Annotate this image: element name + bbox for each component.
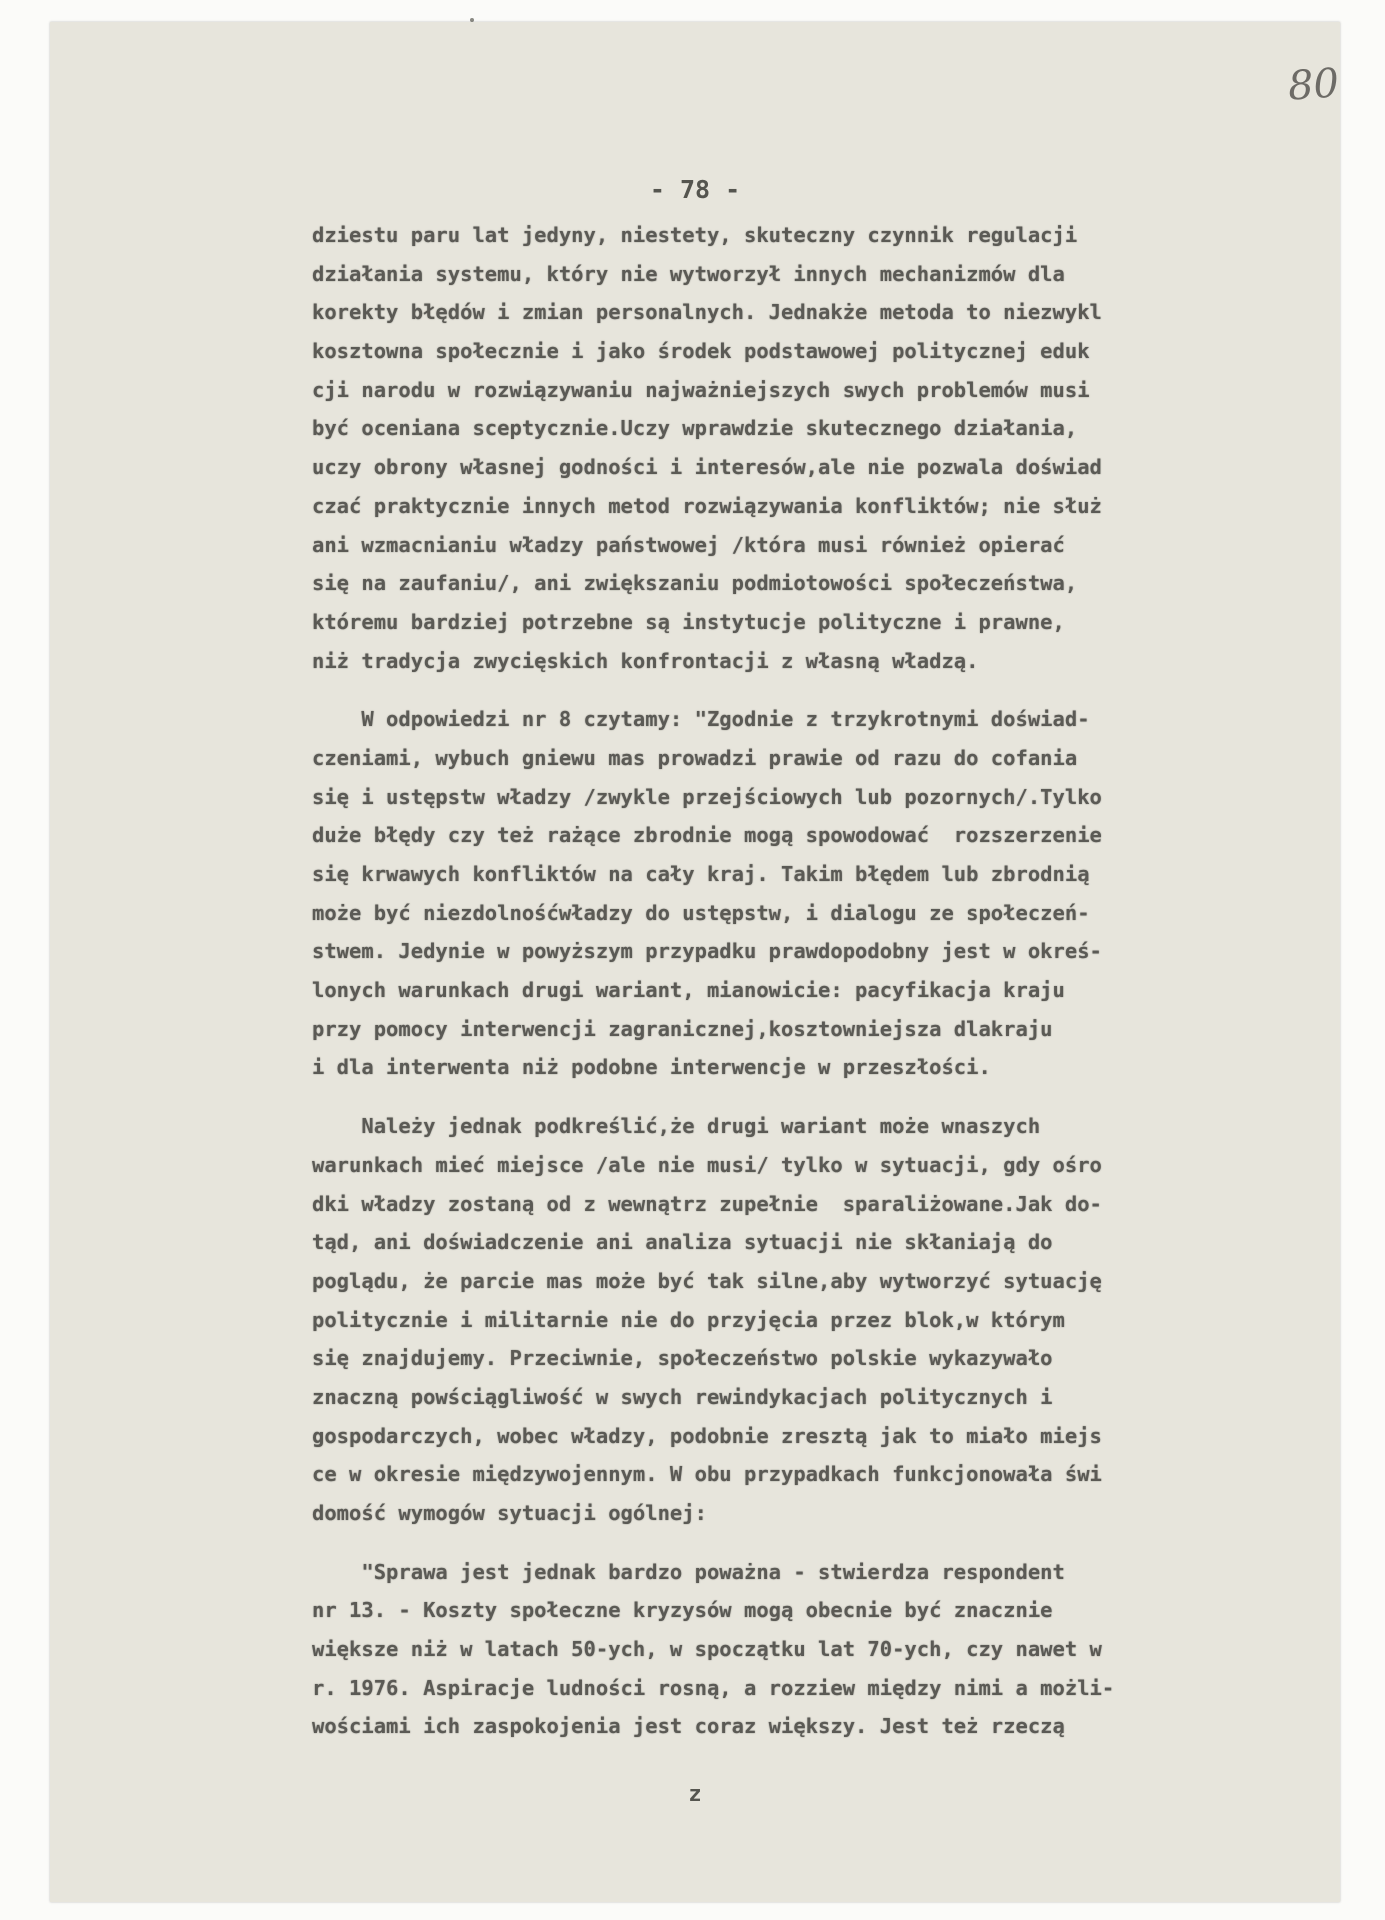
text-line: poglądu, że parcie mas może być tak silne,aby wytworzyć sytuację (312, 1268, 1102, 1293)
text-line: uczy obrony własnej godności i interesów,ale nie pozwala doświad (312, 455, 1102, 480)
text-line: znaczną powściągliwość w swych rewindykacjach politycznych i (312, 1384, 1053, 1409)
text-line: czać praktycznie innych metod rozwiązywania konfliktów; nie służ (312, 493, 1102, 518)
text-line: stwem. Jedynie w powyższym przypadku prawdopodobny jest w okreś- (312, 939, 1102, 964)
text-line: się krwawych konfliktów na cały kraj. Takim błędem lub zbrodnią (312, 862, 1090, 886)
text-line: działania systemu, który nie wytworzył innych mechanizmów dla (312, 261, 1065, 286)
paragraph (312, 1553, 1342, 1746)
text-line: czeniami, wybuch gniewu mas prowadzi prawie od razu do cofania (312, 745, 1078, 770)
text-line: się na zaufaniu/, ani zwiększaniu podmiotowości społeczeństwa, (312, 571, 1078, 596)
text-line: się i ustępstw władzy /zwykle przejściowych lub pozornych/.Tylko (312, 784, 1102, 809)
text-line: korekty błędów i zmian personalnych. Jednakże metoda to niezwykl (312, 300, 1102, 325)
text-line: nr 13. - Koszty społeczne kryzysów mogą obecnie być znacznie (312, 1598, 1053, 1623)
text-line: i dla interwenta niż podobne interwencje w przeszłości. (312, 1055, 991, 1080)
text-line: cji narodu w rozwiązywaniu najważniejszych swych problemów musi (312, 377, 1090, 402)
text-line: niż tradycja zwycięskich konfrontacji z własną władzą. (312, 648, 979, 673)
text-line: r. 1976. Aspiracje ludności rosną, a rozziew między nimi a możli- (312, 1675, 1115, 1700)
text-line: być oceniana sceptycznie.Uczy wprawdzie skutecznego działania, (312, 416, 1078, 441)
text-line: kosztowna społecznie i jako środek podstawowej politycznej eduk (312, 339, 1090, 364)
text-line: może być niezdolnośćwładzy do ustępstw, i dialogu ze społeczeń- (312, 900, 1090, 925)
handwritten-page-number: 80 (1286, 60, 1341, 110)
text-line: ani wzmacnianiu władzy państwowej /która musi również opierać (312, 532, 1065, 557)
text-line: się znajdujemy. Przeciwnie, społeczeństwo polskie wykazywało (312, 1346, 1053, 1371)
paragraph-gap (312, 1533, 1342, 1553)
text-line: wościami ich zaspokojenia jest coraz większy. Jest też rzeczą (312, 1714, 1065, 1739)
text-line: duże błędy czy też rażące zbrodnie mogą spowodować rozszerzenie (312, 823, 1102, 848)
paragraph-gap (312, 680, 1342, 700)
paragraph (312, 700, 1342, 1087)
text-line: któremu bardziej potrzebne są instytucje polityczne i prawne, (312, 609, 1065, 634)
text-line: dziestu paru lat jedyny, niestety, skuteczny czynnik regulacji (312, 223, 1078, 247)
text-line: gospodarczych, wobec władzy, podobnie zresztą jak to miało miejs (312, 1423, 1102, 1448)
paragraph (312, 1107, 1342, 1533)
paragraph-gap (312, 1087, 1342, 1107)
text-line: dki władzy zostaną od z wewnątrz zupełnie sparaliżowane.Jak do- (312, 1191, 1102, 1216)
text-line: "Sprawa jest jednak bardzo poważna - stwierdza respondent (312, 1559, 1065, 1584)
text-line: większe niż w latach 50-ych, w spoczątku lat 70-ych, czy nawet w (312, 1637, 1102, 1662)
text-line: ce w okresie międzywojennym. W obu przypadkach funkcjonowała świ (312, 1462, 1102, 1487)
text-line: lonych warunkach drugi wariant, mianowicie: pacyfikacja kraju (312, 978, 1065, 1003)
catchword: z (688, 1782, 702, 1807)
paragraph (312, 216, 1342, 680)
text-line: przy pomocy interwencji zagranicznej,kosztowniejsza dlakraju (312, 1016, 1053, 1041)
text-line: Należy jednak podkreślić,że drugi wariant może wnaszych (312, 1114, 1041, 1139)
body-text (312, 216, 1342, 1746)
text-line: politycznie i militarnie nie do przyjęcia przez blok,w którym (312, 1307, 1065, 1332)
text-line: tąd, ani doświadczenie ani analiza sytuacji nie skłaniają do (312, 1230, 1053, 1255)
text-line: warunkach mieć miejsce /ale nie musi/ tylko w sytuacji, gdy ośro (312, 1152, 1102, 1177)
text-line: W odpowiedzi nr 8 czytamy: "Zgodnie z trzykrotnymi doświad- (312, 707, 1090, 732)
page-number: - 78 - (649, 175, 741, 204)
text-line: domość wymogów sytuacji ogólnej: (312, 1501, 707, 1525)
